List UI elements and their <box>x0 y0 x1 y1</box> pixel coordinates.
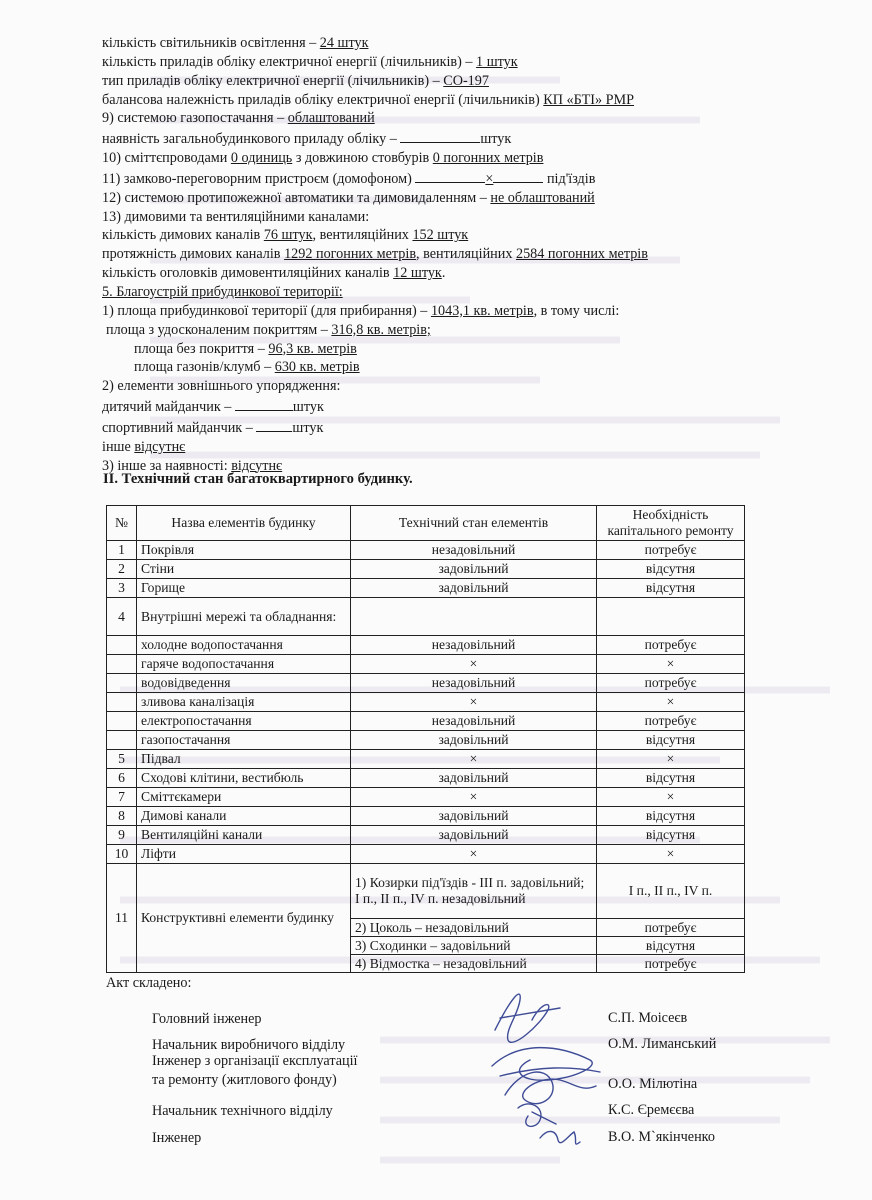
row-number: 1 <box>107 541 137 560</box>
text-fragment: площа з удосконаленим покриттям – <box>106 321 332 338</box>
signer-role-line: та ремонту (житлового фонду) <box>152 1071 337 1088</box>
text-line <box>102 321 842 340</box>
text-fragment: 10) сміттєпроводами <box>102 150 231 167</box>
technical-state: незадовільний <box>351 712 597 731</box>
text-fragment: 2) елементи зовнішнього упорядження: <box>102 378 341 395</box>
text-fragment: кількість світильників освітлення – <box>102 35 320 51</box>
technical-state: × <box>351 845 597 864</box>
row-number <box>107 731 137 750</box>
technical-state: × <box>351 693 597 712</box>
underlined-value: 76 штук <box>263 227 313 244</box>
text-fragment: штук <box>292 419 324 436</box>
element-name: Димові канали <box>137 807 351 826</box>
table-row <box>107 807 745 826</box>
text-fragment: дитячий майданчик – <box>102 399 235 416</box>
text-fragment: кількість оголовків димовентиляційних каналів <box>102 265 394 282</box>
text-line <box>102 226 842 245</box>
text-fragment: балансова належність приладів обліку електричної енергії (лічильників) <box>102 91 544 108</box>
underlined-value: облаштований <box>287 110 375 127</box>
text-fragment: 11) замково-переговорним пристроєм (домофоном) <box>102 170 416 187</box>
row-number <box>107 693 137 712</box>
row-number <box>107 674 137 693</box>
technical-state: задовільний <box>351 731 597 750</box>
element-name: Покрівля <box>137 541 351 560</box>
table-row <box>107 560 745 579</box>
text-fragment: спортивний майданчик – <box>102 419 257 436</box>
text-fragment: . <box>441 265 446 282</box>
table-header-row <box>107 506 745 541</box>
table-row <box>107 788 745 807</box>
signer-name: К.С. Єремєєва <box>608 1102 695 1118</box>
text-line <box>102 377 842 396</box>
text-fragment: з довжиною стовбурів <box>292 150 433 167</box>
technical-state: задовільний <box>351 826 597 845</box>
table-row <box>107 541 745 560</box>
row-number: 8 <box>107 807 137 826</box>
blank-fill-line <box>415 168 485 183</box>
technical-state <box>351 598 597 636</box>
text-line <box>102 34 842 53</box>
underlined-value: СО-197 <box>443 72 489 89</box>
table-row <box>107 769 745 788</box>
text-line <box>102 109 842 128</box>
element-name: Сходові клітини, вестибюль <box>137 769 351 788</box>
repair-need: потребує <box>597 955 745 973</box>
col-header-repair-need: Необхідність капітального ремонту <box>597 506 745 541</box>
technical-state: задовільний <box>351 769 597 788</box>
technical-state-table <box>106 505 745 973</box>
text-line <box>102 417 842 438</box>
row-number: 2 <box>107 560 137 579</box>
text-fragment: під'їздів <box>543 170 596 187</box>
repair-need: × <box>597 750 745 769</box>
text-line <box>102 72 842 91</box>
repair-need: відсутня <box>597 769 745 788</box>
underlined-value: 12 штук <box>393 265 442 282</box>
underlined-value: не облаштований <box>490 189 595 206</box>
technical-state: незадовільний <box>351 541 597 560</box>
row-number: 10 <box>107 845 137 864</box>
table-row <box>107 598 745 636</box>
text-fragment: 13) димовими та вентиляційними каналами: <box>102 208 370 225</box>
row-number <box>107 655 137 674</box>
text-line <box>102 302 842 321</box>
signer-role: Начальник технічного відділу <box>152 1103 333 1119</box>
signer-role <box>152 1052 357 1089</box>
text-line <box>102 358 842 377</box>
underlined-value: 0 погонних метрів <box>432 150 544 167</box>
underlined-value: 24 штук <box>319 35 369 51</box>
text-fragment: штук <box>292 399 324 416</box>
repair-need: відсутня <box>597 579 745 598</box>
signer-role: Інженер <box>152 1130 202 1146</box>
repair-need: потребує <box>597 636 745 655</box>
underlined-value: 316,8 кв. метрів; <box>331 321 431 338</box>
repair-need: потребує <box>597 712 745 731</box>
table-row <box>107 826 745 845</box>
text-fragment: 9) системою газопостачання – <box>102 110 288 127</box>
element-name: електропостачання <box>137 712 351 731</box>
blank-fill-line <box>235 396 293 411</box>
table-row <box>107 579 745 598</box>
table-row <box>107 864 745 919</box>
text-fragment: штук <box>480 131 512 148</box>
technical-state: 2) Цоколь – незадовільний <box>351 919 597 937</box>
underlined-value: КП «БТІ» РМР <box>543 91 635 108</box>
element-name: Стіни <box>137 560 351 579</box>
table-row <box>107 674 745 693</box>
col-header-element: Назва елементів будинку <box>137 506 351 541</box>
underlined-value: відсутнє <box>134 438 186 455</box>
table-row <box>107 845 745 864</box>
repair-need: відсутня <box>597 731 745 750</box>
text-fragment: протяжність димових каналів <box>102 246 285 263</box>
technical-state: × <box>351 750 597 769</box>
text-fragment: 12) системою протипожежної автоматики та димовидаленням – <box>102 189 491 206</box>
signer-role: Начальник виробничого відділу <box>152 1037 346 1053</box>
text-line <box>102 189 842 208</box>
table-row <box>107 712 745 731</box>
text-line <box>102 91 842 110</box>
repair-need: × <box>597 655 745 674</box>
underlined-value: 2584 погонних метрів <box>515 246 648 263</box>
text-line <box>102 283 842 302</box>
text-line <box>102 396 842 417</box>
repair-need: × <box>597 693 745 712</box>
section-title: ІІ. Технічний стан багатоквартирного будинку. <box>103 471 413 487</box>
underlined-value: × <box>485 170 494 187</box>
repair-need: потребує <box>597 541 745 560</box>
repair-need: × <box>597 788 745 807</box>
text-fragment: тип приладів обліку електричної енергії (лічильників) – <box>102 72 444 89</box>
underlined-value: 0 одиниць <box>230 150 293 167</box>
text-fragment: кількість приладів обліку електричної енергії (лічильників) – <box>102 53 477 70</box>
row-number: 5 <box>107 750 137 769</box>
signer-role: Головний інженер <box>152 1011 262 1027</box>
blank-fill-line <box>493 168 543 183</box>
text-line <box>102 438 842 457</box>
text-line <box>102 208 842 227</box>
repair-need: відсутня <box>597 937 745 955</box>
element-name: холодне водопостачання <box>137 636 351 655</box>
text-line <box>102 340 842 359</box>
element-name: Вентиляційні канали <box>137 826 351 845</box>
underlined-value: 1 штук <box>476 53 518 70</box>
building-characteristics-text <box>102 34 842 475</box>
element-name: Ліфти <box>137 845 351 864</box>
element-name: Горище <box>137 579 351 598</box>
table-row <box>107 636 745 655</box>
technical-state: незадовільний <box>351 674 597 693</box>
row-number: 9 <box>107 826 137 845</box>
underlined-value: 152 штук <box>412 227 469 244</box>
table-row <box>107 655 745 674</box>
element-name: водовідведення <box>137 674 351 693</box>
row-number: 7 <box>107 788 137 807</box>
element-name: Підвал <box>137 750 351 769</box>
technical-state: задовільний <box>351 807 597 826</box>
underlined-value: відсутнє <box>231 457 283 474</box>
element-name: Сміттєкамери <box>137 788 351 807</box>
underlined-value: 1292 погонних метрів <box>284 246 417 263</box>
text-line <box>102 245 842 264</box>
text-line <box>102 53 842 72</box>
repair-need: І п., ІІ п., IV п. <box>597 864 745 919</box>
underlined-value: 1043,1 кв. метрів <box>430 302 534 319</box>
akt-label: Акт складено: <box>106 975 192 991</box>
technical-state: незадовільний <box>351 636 597 655</box>
element-name: гаряче водопостачання <box>137 655 351 674</box>
text-fragment: інше <box>102 438 135 455</box>
technical-state: задовільний <box>351 579 597 598</box>
underlined-value: 630 кв. метрів <box>274 359 360 376</box>
element-name: газопостачання <box>137 731 351 750</box>
table-row <box>107 750 745 769</box>
repair-need: відсутня <box>597 826 745 845</box>
repair-need: відсутня <box>597 560 745 579</box>
row-number: 6 <box>107 769 137 788</box>
repair-need: × <box>597 845 745 864</box>
text-line <box>102 149 842 168</box>
text-fragment: площа газонів/клумб – <box>134 359 275 376</box>
row-number <box>107 636 137 655</box>
underlined-value: 96,3 кв. метрів <box>268 340 357 357</box>
col-header-number: № <box>107 506 137 541</box>
text-fragment: 3) інше за наявності: <box>102 457 232 474</box>
repair-need: потребує <box>597 674 745 693</box>
row-number <box>107 712 137 731</box>
repair-need: відсутня <box>597 807 745 826</box>
technical-state: 3) Сходинки – задовільний <box>351 937 597 955</box>
text-fragment: , вентиляційних <box>312 227 413 244</box>
text-fragment: кількість димових каналів <box>102 227 264 244</box>
repair-need <box>597 598 745 636</box>
signer-name: О.М. Лиманський <box>608 1036 717 1052</box>
technical-state: × <box>351 788 597 807</box>
technical-state: 1) Козирки під'їздів - ІІІ п. задовільний; І п., ІІ п., IV п. незадовільний <box>351 864 597 919</box>
text-fragment: наявність загальнобудинкового приладу обліку – <box>102 131 401 148</box>
row-number: 4 <box>107 598 137 636</box>
text-line <box>102 128 842 149</box>
signer-name: С.П. Моісеєв <box>608 1010 688 1026</box>
signer-name: О.О. Мілютіна <box>608 1076 698 1092</box>
technical-state: задовільний <box>351 560 597 579</box>
technical-state: × <box>351 655 597 674</box>
element-name: Конструктивні елементи будинку <box>137 864 351 973</box>
text-fragment: , в тому числі: <box>533 302 620 319</box>
signer-role-line: Інженер з організації експлуатації <box>152 1053 358 1069</box>
signer-name: В.О. М`якінченко <box>608 1129 715 1145</box>
text-fragment: 1) площа прибудинкової території (для прибирання) – <box>102 302 431 319</box>
blank-fill-line <box>256 417 292 432</box>
text-fragment: площа без покриття – <box>134 340 269 357</box>
text-line <box>102 264 842 283</box>
text-line <box>102 168 842 189</box>
technical-state: 4) Відмостка – незадовільний <box>351 955 597 973</box>
text-fragment: , вентиляційних <box>416 246 516 263</box>
element-name: зливова каналізація <box>137 693 351 712</box>
col-header-state: Технічний стан елементів <box>351 506 597 541</box>
element-name: Внутрішні мережі та обладнання: <box>137 598 351 636</box>
underlined-value: 5. Благоустрій прибудинкової території: <box>102 283 343 300</box>
repair-need: потребує <box>597 919 745 937</box>
blank-fill-line <box>400 128 480 143</box>
table-row <box>107 731 745 750</box>
row-number: 11 <box>107 864 137 973</box>
table-row <box>107 693 745 712</box>
row-number: 3 <box>107 579 137 598</box>
